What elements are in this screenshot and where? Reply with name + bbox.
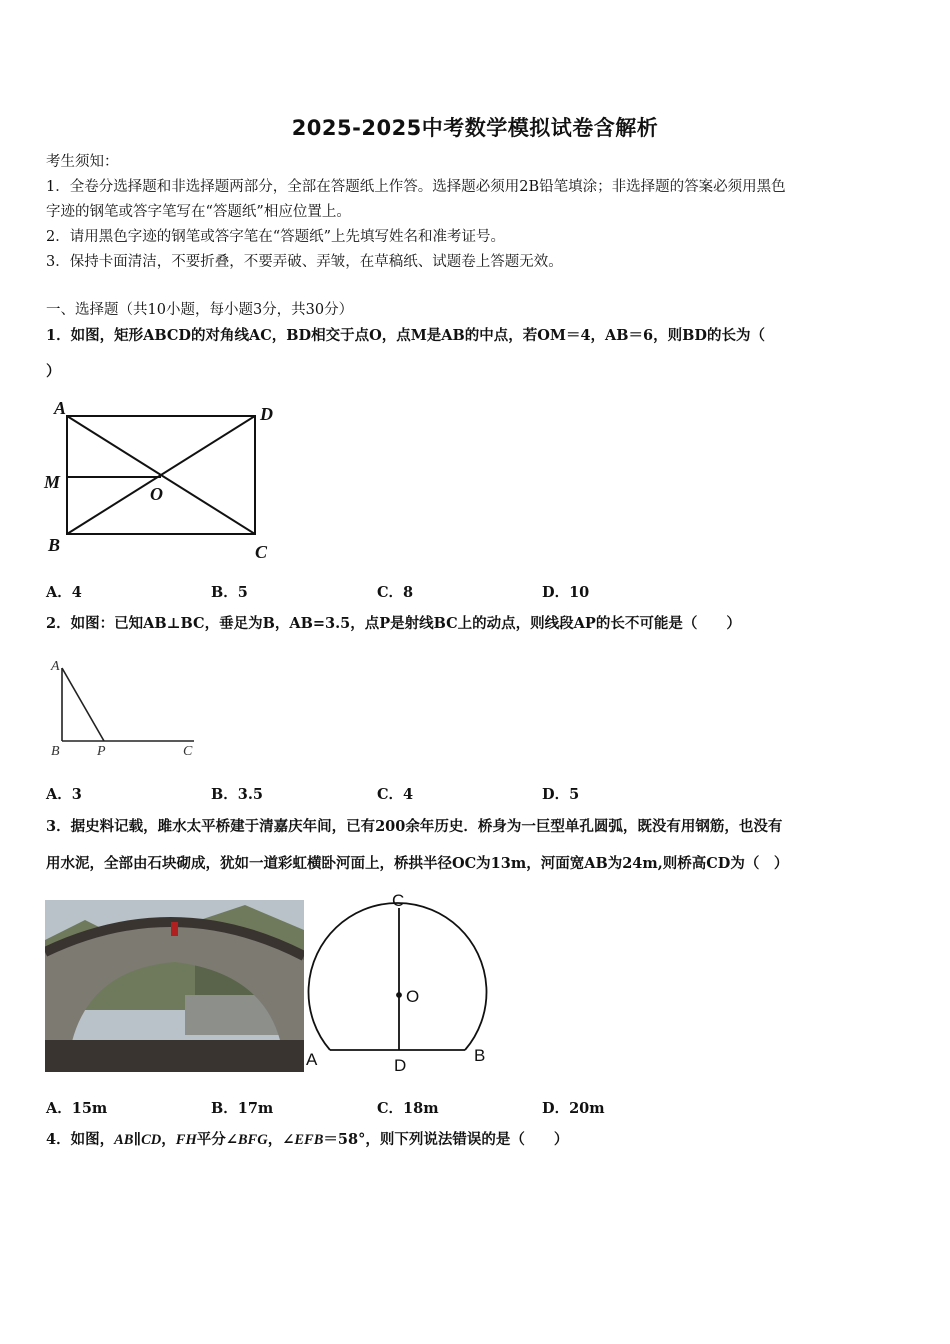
label-d: D xyxy=(260,404,273,424)
q4-mid1: 平分∠ xyxy=(196,1131,238,1148)
label-c: C xyxy=(255,542,268,562)
q4-cd: CD xyxy=(141,1132,162,1148)
segment-ap xyxy=(62,668,104,741)
label-b: B xyxy=(51,744,60,759)
label-o: O xyxy=(150,484,163,504)
page-title: 2025-2025中考数学模拟试卷含解析 xyxy=(291,116,659,140)
bridge-photo xyxy=(45,900,304,1072)
q1-option-c[interactable]: C．8 xyxy=(377,584,414,601)
question-1-text-cont: ） xyxy=(46,363,61,380)
q3-option-c[interactable]: C．18m xyxy=(377,1100,439,1117)
q4-parallel: ∥ xyxy=(133,1131,142,1148)
label-b: B xyxy=(48,535,61,555)
label-c: C xyxy=(392,891,405,910)
label-c: C xyxy=(183,744,193,759)
q4-bfg: BFG xyxy=(237,1132,268,1148)
q2-option-a[interactable]: A．3 xyxy=(46,786,82,803)
label-o: O xyxy=(406,987,420,1006)
notice-item-3: 3．保持卡面清洁，不要折叠，不要弄破、弄皱，在草稿纸、试题卷上答题无效。 xyxy=(46,254,563,270)
center-o xyxy=(397,993,401,997)
q4-sep1: ， xyxy=(161,1131,176,1148)
label-d: D xyxy=(394,1056,407,1075)
bridge-photo-illustration xyxy=(45,900,304,1072)
q4-fh: FH xyxy=(175,1132,197,1148)
q4-efb: EFB xyxy=(294,1132,324,1148)
notice-item-1-cont: 字迹的钢笔或答字笔写在“答题纸”相应位置上。 xyxy=(46,204,351,220)
notice-item-2: 2．请用黑色字迹的钢笔或答字笔在“答题纸”上先填写姓名和准考证号。 xyxy=(46,229,506,245)
label-b: B xyxy=(474,1046,486,1065)
question-2-text: 2．如图：已知AB⊥BC，垂足为B，AB=3.5，点P是射线BC上的动点，则线段AP的长不可能是（ ） xyxy=(46,615,741,632)
arch-diagram xyxy=(300,884,500,1076)
q2-option-d[interactable]: D．5 xyxy=(542,786,580,803)
q3-option-d[interactable]: D．20m xyxy=(542,1100,605,1117)
q4-prefix: 4．如图， xyxy=(46,1131,115,1148)
label-a: A xyxy=(306,1050,318,1069)
q1-option-b[interactable]: B．5 xyxy=(211,584,248,601)
q2-option-b[interactable]: B．3.5 xyxy=(211,786,263,803)
q2-option-c[interactable]: C．4 xyxy=(377,786,414,803)
q1-option-a[interactable]: A．4 xyxy=(46,584,82,601)
question-4-text xyxy=(46,1130,568,1150)
notice-item-1: 1．全卷分选择题和非选择题两部分，全部在答题纸上作答。选择题必须用2B铅笔填涂；非选择题的答案必须用黑色 xyxy=(46,179,786,195)
section-heading: 一、选择题（共10小题，每小题3分，共30分） xyxy=(46,302,354,318)
question-1-text: 1．如图，矩形ABCD的对角线AC，BD相交于点O，点M是AB的中点，若OM＝4，AB＝6，则BD的长为（ xyxy=(46,327,765,344)
label-p: P xyxy=(97,744,106,759)
label-m: M xyxy=(44,472,61,492)
q4-sep2: ，∠ xyxy=(267,1131,295,1148)
q4-rest: ＝58°，则下列说法错误的是（ ） xyxy=(323,1131,569,1148)
notice-heading: 考生须知： xyxy=(46,154,119,170)
q3-option-b[interactable]: B．17m xyxy=(211,1100,274,1117)
question-3-text: 3．据史料记载，雎水太平桥建于清嘉庆年间，已有200余年历史．桥身为一巨型单孔圆弧，既没有用钢筋，也没有 xyxy=(46,818,783,835)
q1-option-d[interactable]: D．10 xyxy=(542,584,590,601)
question-3-text-cont: 用水泥，全部由石块砌成，犹如一道彩虹横卧河面上，桥拱半径OC为13m，河面宽AB为24m,则桥高CD为（ ） xyxy=(46,855,789,872)
triangle-diagram xyxy=(44,654,204,760)
q3-option-a[interactable]: A．15m xyxy=(46,1100,108,1117)
q4-ab: AB xyxy=(114,1132,134,1148)
arch-arc xyxy=(309,903,487,1050)
label-a: A xyxy=(54,398,67,418)
label-a: A xyxy=(51,659,60,674)
rectangle-diagram xyxy=(40,398,290,568)
